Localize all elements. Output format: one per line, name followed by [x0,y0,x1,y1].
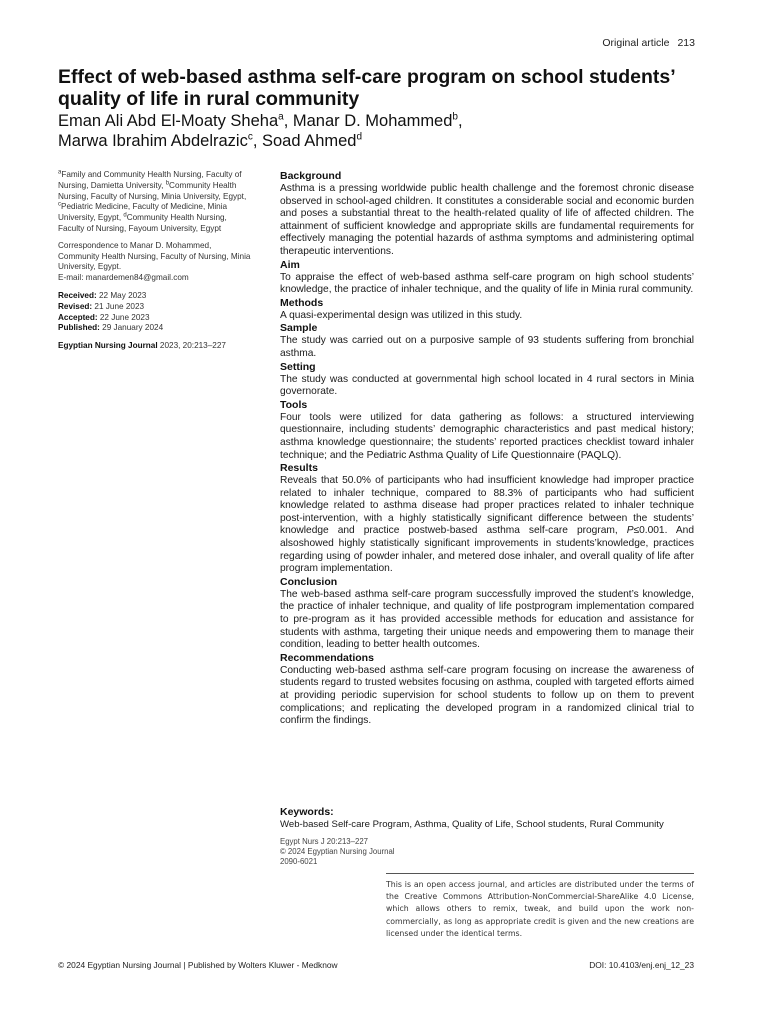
abstract [280,170,694,728]
article-type: Original article [602,37,670,49]
author-affiliation-mark: c [247,131,253,143]
license-statement: This is an open access journal, and articles are distributed under the terms of the Creative Commons Attribution-NonCommercial-ShareAlike 4.0 License, which allows others to remix, tweak, and build upon the work non-commercially, as long as appropriate credit is given and the new creations are licensed under the identical terms. [386,880,694,938]
setting-heading: Setting [280,360,316,373]
correspondence: Correspondence to Manar D. Mohammed, Community Health Nursing, Faculty of Nursing, Minia University, Egypt. E-mail: manardemen84@gmail.com [58,240,251,283]
keywords-text: Web-based Self-care Program, Asthma, Quality of Life, School students, Rural Community [280,819,664,830]
conclusion-heading: Conclusion [280,575,338,588]
issn-line: 2090-6021 [280,856,318,866]
sample-text: The study was carried out on a purposive sample of 93 students suffering from bronchial asthma. [280,335,694,359]
author-affiliation-mark: d [356,131,363,143]
sample-heading: Sample [280,322,318,335]
date-published: Published: 29 January 2024 [58,323,164,333]
license-divider [386,873,694,874]
author-name: Eman Ali Abd El-Moaty Sheha [58,112,279,130]
footer-doi[interactable]: DOI: 10.4103/enj.enj_12_23 [589,960,694,970]
article-info-column [58,170,254,352]
keywords-heading: Keywords: [280,806,334,818]
author-name: Soad Ahmed [262,132,357,150]
tools-heading: Tools [280,398,308,411]
affiliations: $^a$Family and Community Health Nursing, Faculty of Nursing, Damietta University, $^b$Community Health Nursing, Faculty of Nursing, Minia University, Egypt, $^c$Pediatric Medicine, Faculty of Medicine, Minia University, Egypt, $^d$Community Health Nursing, Faculty of Nursing, Fayoum University, Egypt [58,169,247,233]
running-head [602,37,695,49]
tools-text: Four tools were utilized for data gathering as follows: a structured interviewing questionnaire, including students’ demographic characteristics and past medical history; asthma knowledge questionnaire; the students’ reported practices checklist toward inhaler technique; and the Pediatric Asthma Quality of Life Questionnaire (PAQLQ). [280,411,694,461]
date-received: Received: 22 May 2023 [58,290,147,300]
article-title: Effect of web-based asthma self-care program on school students’ quality of life in rural community [58,66,675,110]
author-name: Manar D. Mohammed [292,112,453,130]
recommendations-heading: Recommendations [280,651,374,664]
author-list: Eman Ali Abd El-Moaty Sheha$^a$, Manar D. Mohammed$^b$, Marwa Ibrahim Abdelrazic$^c$, Soad Ahmed$^d$ [58,111,463,150]
methods-heading: Methods [280,296,324,309]
methods-text: A quasi-experimental design was utilized in this study. [280,309,523,321]
copyright-line: © 2024 Egyptian Nursing Journal [280,846,395,856]
recommendations-text: Conducting web-based asthma self-care program focusing on increase the awareness of students regard to trusted websites focusing on asthma, coupled with targeted efforts aimed at providing periodic supervision for school students to follow up on them to prevent complications; and replicating the developed program in a randomized clinical trial to confirm the findings. [280,664,694,727]
aim-heading: Aim [280,258,300,271]
setting-text: The study was conducted at governmental high school located in 4 rural sectors in Minia governorate. [280,373,694,398]
article-dates [58,291,254,334]
citation-info [280,837,480,866]
journal-reference: Egyptian Nursing Journal 2023, 20:213–227 [58,341,226,351]
keywords [280,806,694,831]
date-revised: Revised: 21 June 2023 [58,301,145,311]
background-text: Asthma is a pressing worldwide public health challenge and the foremost chronic disease observed in school-aged children. It constitutes a considerable social and economic burden and poses a substantial threat to the health-related quality of life of affected children. The attainment of sufficient knowledge and appropriate skills are fundamental requirements for effectively managing the potential hazards of asthma symptoms and administering optimal therapeutic interventions. [280,183,694,257]
footer-copyright: © 2024 Egyptian Nursing Journal | Published by Wolters Kluwer - Medknow [58,960,338,970]
author-affiliation-mark: a [278,111,284,123]
results-text: Reveals that 50.0% of participants who had insufficient knowledge had improper practice related to inhaler technique, compared to 88.3% of participants who had sufficient knowledge related to asthma disease had proper practices related to inhaler technique post-intervention, with a highly statistically significant difference between the students’ knowledge and practice postweb-based asthma self-care program, P≤0.001. And alsoshowed highly statistically significant improvements in students’knowledge, practices regarding using of powder inhaler, and metered dose inhaler, and overall quality of life after program implementation. [280,475,694,575]
aim-text: To appraise the effect of web-based asthma self-care program on high school students’ knowledge, the practice of inhaler technique, and the quality of life in Minia rural community. [280,271,694,296]
author-affiliation-mark: b [452,111,458,123]
results-heading: Results [280,462,318,475]
author-name: Marwa Ibrahim Abdelrazic [58,132,248,150]
conclusion-text: The web-based asthma self-care program successfully improved the student’s knowledge, the practice of inhaler technique, and quality of life postprogram implementation compared to pre-program as it has provided accessible methods for education and assistance for students with asthma, targeting their unique needs and empowering them to manage their condition, leading to better health outcomes. [280,588,694,651]
correspondence-email[interactable]: E-mail: manardemen84@gmail.com [58,273,189,283]
page-number: 213 [677,37,695,49]
background-heading: Background [280,170,342,182]
date-accepted: Accepted: 22 June 2023 [58,312,150,322]
citation-line: Egypt Nurs J 20:213–227 [280,837,368,846]
